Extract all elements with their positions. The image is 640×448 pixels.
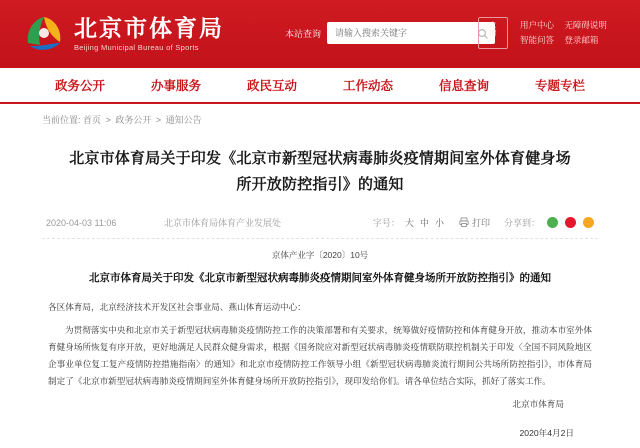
article-body — [42, 239, 598, 439]
qq-icon[interactable] — [583, 217, 594, 228]
link-login-mail[interactable]: 登录邮箱 — [564, 35, 599, 45]
font-size-label: 字号： — [372, 218, 400, 228]
site-logo[interactable] — [22, 13, 224, 55]
font-size-medium[interactable]: 中 — [419, 218, 429, 228]
breadcrumb-item-home[interactable]: 首页 — [83, 115, 102, 125]
link-user-center[interactable]: 用户中心 — [520, 20, 555, 30]
nav-item-bsfw[interactable]: 办事服务 — [150, 79, 201, 93]
font-size-small[interactable]: 小 — [434, 218, 444, 228]
article-date: 2020-04-03 11:06 — [46, 217, 117, 228]
org-name-en: Beijing Municipal Bureau of Sports — [74, 43, 199, 53]
org-name-cn: 北京市体育局 — [74, 14, 224, 41]
main-nav — [0, 68, 640, 104]
nav-item-zmhd[interactable]: 政民互动 — [246, 79, 297, 93]
article-meta — [42, 204, 598, 239]
breadcrumb-item-notice[interactable]: 通知公告 — [165, 115, 202, 125]
article-source: 北京市体育局体育产业发展处 — [164, 218, 282, 228]
document-signature-date: 2020年4月2日 — [519, 428, 574, 438]
site-header — [0, 0, 640, 68]
link-accessibility[interactable]: 无障碍说明 — [564, 20, 607, 30]
search-input[interactable] — [333, 27, 477, 39]
breadcrumb — [0, 104, 640, 132]
document-paragraph-body: 为贯彻落实中央和北京市关于新型冠状病毒肺炎疫情防控工作的决策部署和有关要求，统筹做好疫情防控和体育健身开放，推动本市室外体育健身场所恢复有序开放，更好地满足人民群众健身需求，根据《国务院应对新型冠状病毒肺炎疫情联防联控机制关于印发〈全国不同风险地区企事业单位复工复产疫情防控措施指南〉的通知》和北京市疫情防控工作领导小组《新型冠状病毒肺炎流行期间公共场所防控指引》，市体育局制定了《北京市新型冠状病毒肺炎疫情期间室外体育健身场所开放防控指引》，现印发给你们。请各单位结合实际，抓好了落实工作。 — [48, 325, 592, 386]
document-signature: 北京市体育局 — [512, 399, 564, 409]
weibo-icon[interactable] — [565, 217, 576, 228]
header-corner-links — [520, 18, 615, 48]
print-label: 打印 — [471, 218, 490, 228]
link-smart-qa[interactable]: 智能问答 — [520, 35, 555, 45]
badge-line2: 窗 — [489, 30, 497, 38]
gov-service-badge[interactable] — [478, 17, 508, 49]
document-heading: 北京市体育局关于印发《北京市新型冠状病毒肺炎疫情期间室外体育健身场所开放防控指引》的通知 — [89, 272, 551, 284]
font-size-large[interactable]: 大 — [404, 218, 414, 228]
nav-item-xxcx[interactable]: 信息查询 — [439, 79, 490, 93]
nav-item-ztzl[interactable]: 专题专栏 — [535, 79, 586, 93]
printer-icon — [459, 217, 469, 229]
document-paragraph-salutation: 各区体育局，北京经济技术开发区社会事业局、燕山体育运动中心： — [48, 302, 306, 312]
breadcrumb-sep-1: > — [105, 115, 111, 125]
wechat-icon[interactable] — [547, 217, 558, 228]
page-title: 北京市体育局关于印发《北京市新型冠状病毒肺炎疫情期间室外体育健身场所开放防控指引》的通知 — [69, 150, 571, 193]
breadcrumb-prefix: 当前位置: — [42, 115, 81, 125]
breadcrumb-item-zwgk[interactable]: 政务公开 — [115, 115, 152, 125]
article-card — [18, 132, 622, 439]
search-scope-label[interactable]: 本站查询 — [285, 28, 322, 39]
nav-item-zwgk[interactable]: 政务公开 — [54, 79, 105, 93]
print-button[interactable] — [459, 216, 490, 229]
document-number: 京体产业字〔2020〕10号 — [271, 250, 369, 260]
bms-logo-icon — [22, 13, 66, 55]
badge-line1: 之 — [489, 22, 497, 29]
breadcrumb-sep-2: > — [155, 115, 162, 125]
share-label: 分享到： — [503, 218, 540, 228]
nav-item-gzdt[interactable]: 工作动态 — [343, 79, 394, 93]
site-search[interactable] — [285, 22, 495, 44]
